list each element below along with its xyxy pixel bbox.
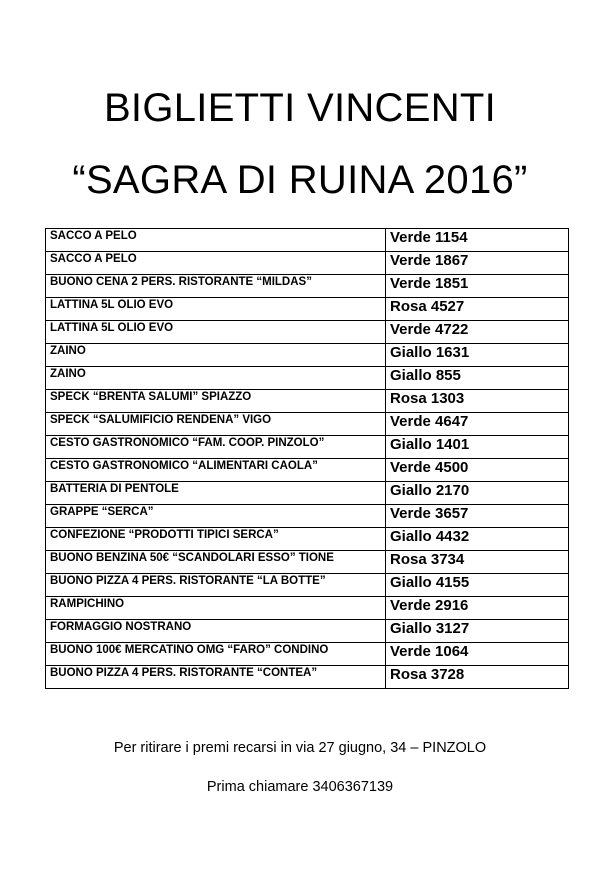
table-row [46, 528, 569, 551]
table-row [46, 551, 569, 574]
pickup-instructions: Per ritirare i premi recarsi in via 27 giugno, 34 – PINZOLO [113, 740, 487, 756]
prize-table [45, 228, 569, 689]
prize-name: BUONO CENA 2 PERS. RISTORANTE “MILDAS” [46, 275, 386, 298]
winning-ticket: Giallo 3127 [386, 620, 569, 643]
prize-name: SACCO A PELO [46, 252, 386, 275]
winning-ticket: Rosa 1303 [386, 390, 569, 413]
winning-ticket: Giallo 1401 [386, 436, 569, 459]
winning-ticket: Verde 1154 [386, 229, 569, 252]
table-row [46, 367, 569, 390]
table-row [46, 390, 569, 413]
table-row [46, 574, 569, 597]
table-row [46, 597, 569, 620]
winning-ticket: Giallo 1631 [386, 344, 569, 367]
prize-table-body [46, 229, 569, 689]
prize-name: LATTINA 5L OLIO EVO [46, 298, 386, 321]
winning-ticket: Verde 2916 [386, 597, 569, 620]
table-row [46, 321, 569, 344]
prize-name: RAMPICHINO [46, 597, 386, 620]
winning-ticket: Verde 1851 [386, 275, 569, 298]
prize-name: SACCO A PELO [46, 229, 386, 252]
prize-name: CESTO GASTRONOMICO “FAM. COOP. PINZOLO” [46, 436, 386, 459]
winning-ticket: Giallo 855 [386, 367, 569, 390]
winning-ticket: Rosa 3734 [386, 551, 569, 574]
winning-ticket: Rosa 3728 [386, 666, 569, 689]
winning-ticket: Verde 3657 [386, 505, 569, 528]
winning-ticket: Rosa 4527 [386, 298, 569, 321]
table-row [46, 413, 569, 436]
prize-name: GRAPPE “SERCA” [46, 505, 386, 528]
winning-ticket: Giallo 4432 [386, 528, 569, 551]
prize-name: SPECK “BRENTA SALUMI” SPIAZZO [46, 390, 386, 413]
winning-ticket: Verde 4500 [386, 459, 569, 482]
table-row [46, 643, 569, 666]
table-row [46, 482, 569, 505]
table-row [46, 459, 569, 482]
table-row [46, 436, 569, 459]
prize-name: ZAINO [46, 367, 386, 390]
table-row [46, 252, 569, 275]
table-row [46, 505, 569, 528]
prize-name: CONFEZIONE “PRODOTTI TIPICI SERCA” [46, 528, 386, 551]
prize-name: CESTO GASTRONOMICO “ALIMENTARI CAOLA” [46, 459, 386, 482]
table-row [46, 620, 569, 643]
winning-ticket: Verde 1867 [386, 252, 569, 275]
winning-ticket: Verde 4647 [386, 413, 569, 436]
winning-ticket: Giallo 2170 [386, 482, 569, 505]
table-row [46, 344, 569, 367]
prize-name: LATTINA 5L OLIO EVO [46, 321, 386, 344]
table-row [46, 229, 569, 252]
page-title: BIGLIETTI VINCENTI [103, 86, 497, 130]
prize-name: FORMAGGIO NOSTRANO [46, 620, 386, 643]
table-row [46, 275, 569, 298]
table-row [46, 666, 569, 689]
prize-name: BUONO BENZINA 50€ “SCANDOLARI ESSO” TIONE [46, 551, 386, 574]
prize-name: ZAINO [46, 344, 386, 367]
prize-name: BUONO PIZZA 4 PERS. RISTORANTE “LA BOTTE” [46, 574, 386, 597]
phone-instructions: Prima chiamare 3406367139 [206, 779, 394, 795]
prize-name: SPECK “SALUMIFICIO RENDENA” VIGO [46, 413, 386, 436]
winning-ticket: Verde 4722 [386, 321, 569, 344]
winning-ticket: Verde 1064 [386, 643, 569, 666]
prize-name: BATTERIA DI PENTOLE [46, 482, 386, 505]
table-row [46, 298, 569, 321]
event-name: “SAGRA DI RUINA 2016” [72, 158, 528, 202]
winning-ticket: Giallo 4155 [386, 574, 569, 597]
prize-name: BUONO PIZZA 4 PERS. RISTORANTE “CONTEA” [46, 666, 386, 689]
prize-name: BUONO 100€ MERCATINO OMG “FARO” CONDINO [46, 643, 386, 666]
